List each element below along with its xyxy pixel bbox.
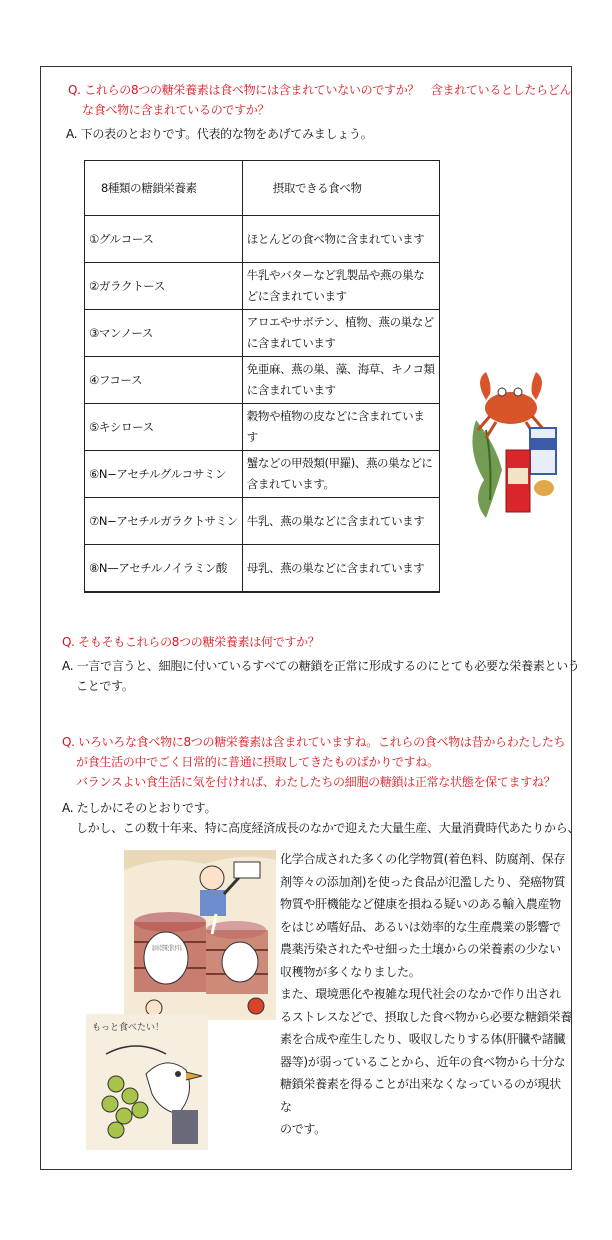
- table-header-row: [85, 161, 440, 216]
- nutrient-name: ④フコース: [85, 357, 243, 404]
- table-row: [85, 498, 440, 545]
- nutrient-name: ⑦N−アセチルガラクトサミン: [85, 498, 243, 545]
- crab-food-illustration: [456, 350, 566, 530]
- nutrient-name: ⑥N−アセチルグルコサミン: [85, 451, 243, 498]
- body-line: るストレスなどで、摂取した食べ物から必要な糖鎖栄養: [280, 1009, 572, 1024]
- body-line: のです。: [280, 1122, 326, 1136]
- question-3: [62, 732, 565, 792]
- nutrient-food: 牛乳やバターなど乳製品や燕の巣などに含まれています: [242, 263, 439, 310]
- cartoon-caption: もっと食べたい！: [92, 1023, 165, 1033]
- table-header-nutrient: 8種類の糖鎖栄養素: [85, 161, 243, 216]
- body-line: 化学合成された多くの化学物質(着色料、防腐剤、保存: [280, 852, 566, 866]
- nutrient-food: ほとんどの食べ物に含まれています: [242, 216, 439, 263]
- body-line: 器等)が弱っていることから、近年の食べ物から十分な: [280, 1054, 566, 1069]
- answer-3-line-2: しかし、この数十年来、特に高度経済成長のなかで迎えた大量生産、大量消費時代あたりから、: [76, 821, 580, 835]
- answer-3-body: [280, 848, 572, 1141]
- table-row: [85, 310, 440, 357]
- question-3-line-2: が食生活の中でごく日常的に普通に摂取してきたものばかりですね。: [76, 755, 439, 769]
- table-row: [85, 451, 440, 498]
- body-line: 農薬汚染されたやせ細った土壌からの栄養素の少ない: [280, 942, 561, 956]
- nutrient-food: 蟹などの甲殻類(甲羅)、燕の巣などに含まれています。: [242, 451, 439, 498]
- table-row: [85, 357, 440, 404]
- body-line: 糖鎖栄養素を得ることが出来なくなっているのが現状な: [280, 1077, 561, 1114]
- question-3-line-3: バランスよい食生活に気を付ければ、わたしたちの細胞の糖鎖は正常な状態を保てますね？: [76, 775, 556, 789]
- nutrient-name: ①グルコース: [85, 216, 243, 263]
- table-row: [85, 404, 440, 451]
- nutrient-table: [84, 160, 440, 593]
- table-header-food: 摂取できる食べ物: [242, 161, 439, 216]
- table-row: [85, 216, 440, 263]
- question-2: Q. そもそもこれらの8つの糖栄養素は何ですか？: [62, 635, 320, 649]
- nutrient-food: 免亜麻、燕の巣、藻、海草、キノコ類に含まれています: [242, 357, 439, 404]
- nutrient-name: ②ガラクトース: [85, 263, 243, 310]
- body-line: をはじめ嗜好品、あるいは効率的な生産農業の影響で: [280, 919, 561, 934]
- body-line: 剤等々の添加剤)を使った食品が氾濫したり、発癌物質: [280, 874, 566, 889]
- nutrient-name: ⑧N—アセチルノイラミン酸: [85, 545, 243, 593]
- body-line: 収穫物が多くなりました。: [280, 964, 421, 979]
- nutrient-name: ⑤キシロース: [85, 404, 243, 451]
- nutrient-food: 穀物や植物の皮などに含まれています: [242, 404, 439, 451]
- nutrient-food: 母乳、燕の巣などに含まれています: [242, 545, 439, 593]
- answer-2-line-1: A. 一言で言うと、細胞に付いているすべての糖鎖を正常に形成するのにとても必要な栄養素という: [62, 659, 580, 673]
- question-1-line-2: な食べ物に含まれているのですか？: [82, 103, 270, 117]
- nutrient-name: ③マンノース: [85, 310, 243, 357]
- body-line: 素を合成や産生したり、吸収したりする体(肝臓や諸臓: [280, 1032, 566, 1046]
- body-line: 物質や肝機能など健康を損ねる疑いのある輸入農産物: [280, 897, 561, 911]
- nutrient-food: 牛乳、燕の巣などに含まれています: [242, 498, 439, 545]
- question-3-line-1: Q. いろいろな食べ物に8つの糖栄養素は含まれていますね。これらの食べ物は昔からわたしたち: [62, 735, 566, 749]
- cartoon-speech-text: [152, 943, 182, 952]
- sugar-barrels-cartoon: [124, 850, 276, 1020]
- bird-fruit-cartoon: [86, 1014, 208, 1150]
- table-row: [85, 263, 440, 310]
- answer-3-intro: [62, 798, 579, 838]
- answer-1: A. 下の表のとおりです。代表的な物をあげてみましょう。: [66, 127, 373, 141]
- body-line: また、環境悪化や複雑な現代社会のなかで作り出され: [280, 987, 561, 1001]
- nutrient-food: アロエやサボテン、植物、燕の巣などに含まれています: [242, 310, 439, 357]
- answer-2: [62, 656, 580, 696]
- question-1: [68, 80, 571, 120]
- answer-3-line-1: A. たしかにそのとおりです。: [62, 801, 217, 815]
- answer-2-line-2: ことです。: [76, 679, 134, 693]
- table-row: [85, 545, 440, 593]
- question-1-line-1: Q. これらの8つの糖栄養素は食べ物には含まれていないのですか？ 含まれているとしたらどん: [68, 83, 572, 97]
